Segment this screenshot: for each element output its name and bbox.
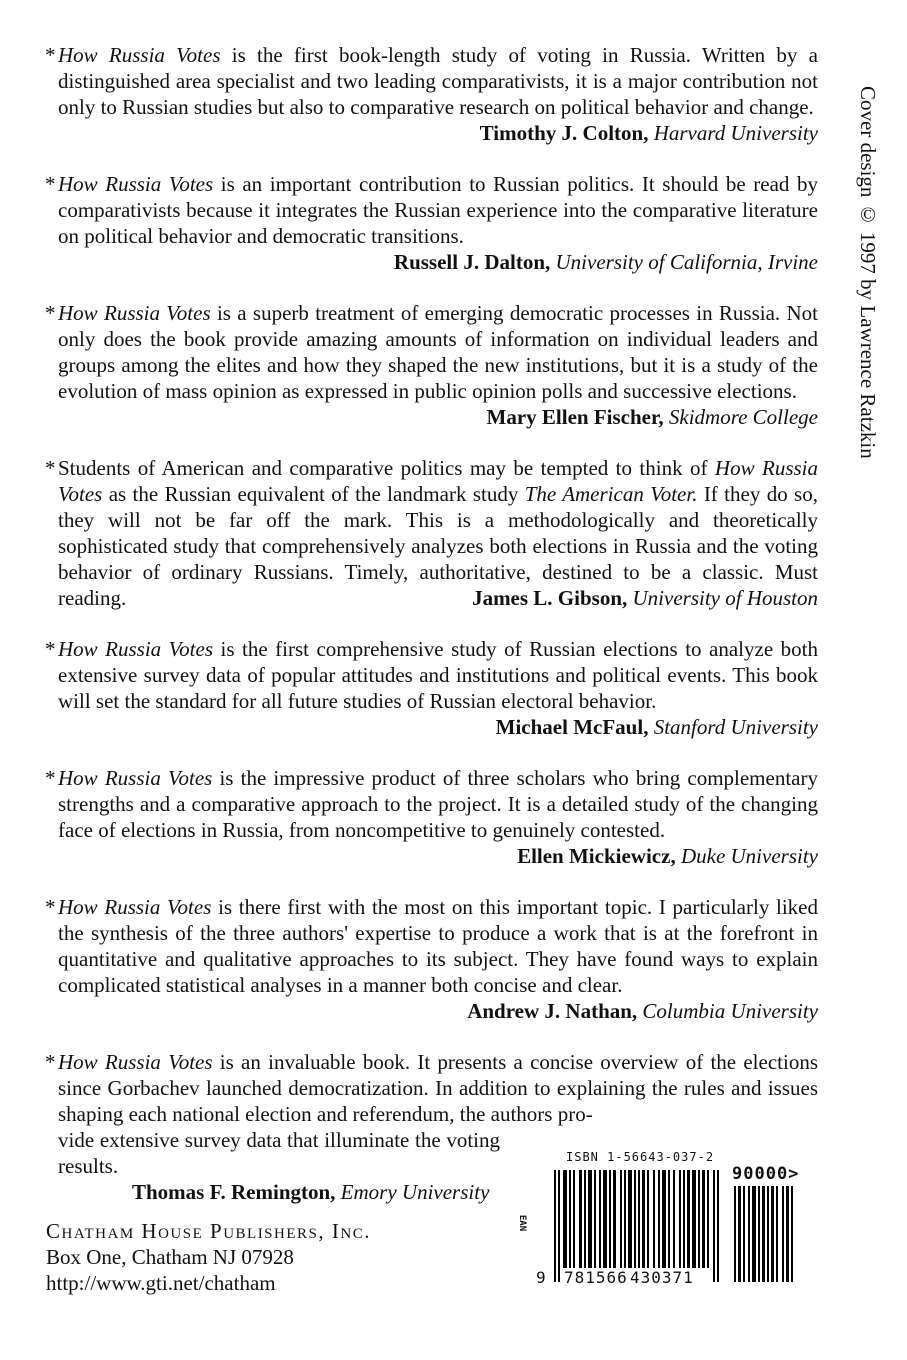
reviewer-name: Russell J. Dalton, <box>393 250 551 274</box>
ean-bars <box>554 1170 732 1282</box>
barcode-bar <box>771 1186 774 1282</box>
barcode-bar <box>624 1170 626 1268</box>
barcode-bar <box>558 1170 560 1282</box>
blurb-text: is there first with the most on this important topic. I particularly liked the synthesis of the three authors' expertise to produce a work that is at the forefront in quantitative and qualitative approaches to its subject. They have found ways to explain complicated statistical analyses in a manner both concise and clear. <box>58 895 818 997</box>
barcode-bar <box>687 1170 690 1268</box>
barcode-bar <box>620 1170 622 1268</box>
reviewer-affiliation: Skidmore College <box>668 405 818 429</box>
barcode-bar <box>613 1170 616 1268</box>
reviewer-affiliation: Stanford University <box>653 715 818 739</box>
barcode-bar <box>569 1170 571 1268</box>
blurb-text: vide extensive survey data that illuminate the voting results. <box>58 1128 500 1178</box>
barcode-bar <box>579 1170 582 1268</box>
book-title: How Russia Votes <box>58 456 818 506</box>
barcode-bar <box>702 1170 705 1268</box>
barcode-bar <box>707 1170 709 1268</box>
reviewer-name: Mary Ellen Fischer, <box>486 405 664 429</box>
reviewer-name: James L. Gibson, <box>472 586 628 610</box>
reviewer-affiliation: Emory University <box>340 1180 490 1204</box>
barcode-bar <box>762 1186 765 1282</box>
barcode-bar <box>786 1186 789 1282</box>
barcode-bar <box>594 1170 596 1268</box>
publisher-block <box>46 1218 371 1296</box>
barcode-bar <box>782 1186 784 1282</box>
barcode-bar <box>573 1170 575 1268</box>
blurb-colton: * How Russia Votes is the first book-length study of voting in Russia. Written by a distinguished area specialist and two leading comparativists, it is a major contribution not only to Russian studies but also to comparative research on political behavior and change. Timothy J. Colton, Harvard University <box>45 43 818 145</box>
barcode-bar <box>668 1170 670 1268</box>
isbn-number: ISBN 1-56643-037-2 <box>566 1150 715 1164</box>
book-title: How Russia Votes <box>58 301 211 325</box>
barcode-bar <box>638 1170 640 1282</box>
barcode-bar <box>713 1170 715 1282</box>
barcode-bar <box>563 1170 567 1268</box>
blurb-text: as the Russian equivalent of the landmark study <box>102 482 525 506</box>
barcode-bar <box>776 1186 778 1282</box>
blurb-nathan: * How Russia Votes is there first with the most on this important topic. I particularly liked the synthesis of the three authors' expertise to produce a work that is at the forefront in quantitative and qualitative approaches to its subject. They have found ways to explain complicated statistical analyses in a manner both concise and clear. Andrew J. Nathan, Columbia University <box>45 895 818 1023</box>
barcode-bar <box>653 1170 655 1268</box>
reviewer-name: Thomas F. Remington, <box>132 1180 336 1204</box>
barcode-bar <box>642 1170 645 1268</box>
blurb-text: is the first comprehensive study of Russian elections to analyze both extensive survey data of popular attitudes and institutions and political events. This book will set the standard for all future studies of Russian electoral behavior. <box>58 637 818 713</box>
barcode-bar <box>603 1170 607 1268</box>
blurb-text: is the impressive product of three scholars who bring complementary strengths and a comparative approach to the project. It is a detailed study of the changing face of elections in Russia, from noncompetitive to genuinely contested. <box>58 766 818 842</box>
barcode-left-digits: 781566 <box>564 1268 628 1287</box>
blurb-remington: * How Russia Votes is an invaluable book. It presents a concise overview of the elections since Gorbachev launched democratization. In addition to explaining the rules and issues shaping each national election and referendum, the authors pro- <box>45 1050 818 1126</box>
blurb-gibson: * Students of American and comparative politics may be tempted to think of How Russia Votes as the Russian equivalent of the landmark study The American Voter. If they do so, they will not be far off the mark. This is a methodologically and theoretically sophisticated study that comprehensively analyzes both elections in Russia and the voting behavior of ordinary Russians. Timely, authoritative, destined to be a classic. Must reading. James L. Gibson, University of Houston <box>45 456 818 610</box>
barcode-bar <box>588 1170 592 1268</box>
barcode-bar <box>738 1186 741 1282</box>
barcode-bar <box>692 1170 696 1268</box>
cited-title: The American Voter. <box>524 482 698 506</box>
blurb-text: is an important contribution to Russian politics. It should be read by comparativists because it integrates the Russian experience into the comparative literature on political behavior and democratic transitions. <box>58 172 818 248</box>
barcode-bar <box>752 1186 756 1282</box>
barcode-bar <box>767 1186 769 1282</box>
publisher-address: Box One, Chatham NJ 07928 <box>46 1245 294 1269</box>
barcode-bar <box>634 1170 636 1282</box>
barcode-bar <box>791 1186 793 1282</box>
blurbs-column <box>45 42 818 1230</box>
reviewer-name: Timothy J. Colton, <box>479 121 649 145</box>
barcode-first-digit: 9 <box>536 1268 546 1287</box>
barcode-right-digits: 430371 <box>630 1268 694 1287</box>
book-title: How Russia Votes <box>58 43 221 67</box>
barcode-bar <box>673 1170 675 1268</box>
blurb-mickiewicz: * How Russia Votes is the impressive product of three scholars who bring complementary strengths and a comparative approach to the project. It is a detailed study of the changing face of elections in Russia, from noncompetitive to genuinely contested. Ellen Mickiewicz, Duke University <box>45 766 818 868</box>
blurb-fischer: * How Russia Votes is a superb treatment of emerging democratic processes in Russia. Not only does the book provide amazing amounts of information on individual leaders and groups among the elites and how they shaped the new institutions, but it is a study of the evolution of mass opinion as expressed in public opinion polls and successive elections. Mary Ellen Fischer, Skidmore College <box>45 301 818 429</box>
barcode-bar <box>683 1170 685 1268</box>
blurb-remington-tail <box>58 1127 500 1205</box>
barcode-bar <box>584 1170 586 1268</box>
publisher-url: http://www.gti.net/chatham <box>46 1271 276 1295</box>
book-title: How Russia Votes <box>58 1050 213 1074</box>
barcode-bar <box>679 1170 681 1268</box>
reviewer-name: Andrew J. Nathan, <box>467 999 638 1023</box>
cover-credit: Cover design © 1997 by Lawrence Ratzkin <box>856 86 880 459</box>
barcode-bar <box>658 1170 660 1268</box>
addon-bars <box>734 1186 812 1282</box>
publisher-name: Chatham House Publishers, Inc. <box>46 1219 371 1243</box>
blurb-mcfaul: * How Russia Votes is the first comprehensive study of Russian elections to analyze both extensive survey data of popular attitudes and institutions and political events. This book will set the standard for all future studies of Russian electoral behavior. Michael McFaul, Stanford University <box>45 637 818 739</box>
isbn-barcode <box>517 1150 826 1288</box>
blurb-text: is a superb treatment of emerging democratic processes in Russia. Not only does the book provide amazing amounts of information on individual leaders and groups among the elites and how they shaped the new institutions, but it is a study of the evolution of mass opinion as expressed in public opinion polls and successive elections. <box>58 301 818 403</box>
barcode-bar <box>698 1170 700 1268</box>
reviewer-affiliation: Harvard University <box>653 121 818 145</box>
reviewer-affiliation: Columbia University <box>642 999 818 1023</box>
reviewer-affiliation: University of California, Irvine <box>555 250 818 274</box>
blurb-text: Students of American and comparative politics may be tempted to think of <box>58 456 715 480</box>
reviewer-name: Ellen Mickiewicz, <box>517 844 676 868</box>
blurb-text: is the first book-length study of voting in Russia. Written by a distinguished area specialist and two leading comparativists, it is a major contribution not only to Russian studies but also to comparative research on political behavior and change. <box>58 43 818 119</box>
book-title: How Russia Votes <box>58 172 214 196</box>
barcode-bar <box>662 1170 666 1268</box>
barcode-bar <box>734 1186 736 1282</box>
blurb-text: is an invaluable book. It presents a concise overview of the elections since Gorbachev launched democratization. In addition to explaining the rules and issues shaping each national election and referendum, the authors pro- <box>58 1050 818 1126</box>
barcode-bar <box>647 1170 649 1268</box>
ean-label: EAN <box>517 1214 528 1232</box>
barcode-bar <box>717 1170 719 1282</box>
barcode-bar <box>599 1170 601 1268</box>
barcode-bar <box>554 1170 556 1282</box>
price-code: 90000> <box>732 1164 800 1184</box>
reviewer-affiliation: University of Houston <box>632 586 818 610</box>
barcode-bar <box>758 1186 760 1282</box>
book-title: How Russia Votes <box>58 895 212 919</box>
blurb-text: If they do so, they will not be far off the mark. This is a methodologically and theoretically sophisticated study that comprehensively analyzes both elections in Russia and the voting behavior of ordinary Russians. Timely, authoritative, destined to be a classic. Must reading. <box>58 482 818 610</box>
book-title: How Russia Votes <box>58 637 213 661</box>
reviewer-affiliation: Duke University <box>680 844 818 868</box>
barcode-bar <box>743 1186 745 1282</box>
barcode-bar <box>628 1170 632 1268</box>
barcode-bar <box>609 1170 611 1268</box>
barcode-bar <box>748 1186 750 1282</box>
book-title: How Russia Votes <box>58 766 213 790</box>
reviewer-name: Michael McFaul, <box>495 715 649 739</box>
blurb-dalton: * How Russia Votes is an important contribution to Russian politics. It should be read by comparativists because it integrates the Russian experience into the comparative literature on political behavior and democratic transitions. Russell J. Dalton, University of California, Irvine <box>45 172 818 274</box>
